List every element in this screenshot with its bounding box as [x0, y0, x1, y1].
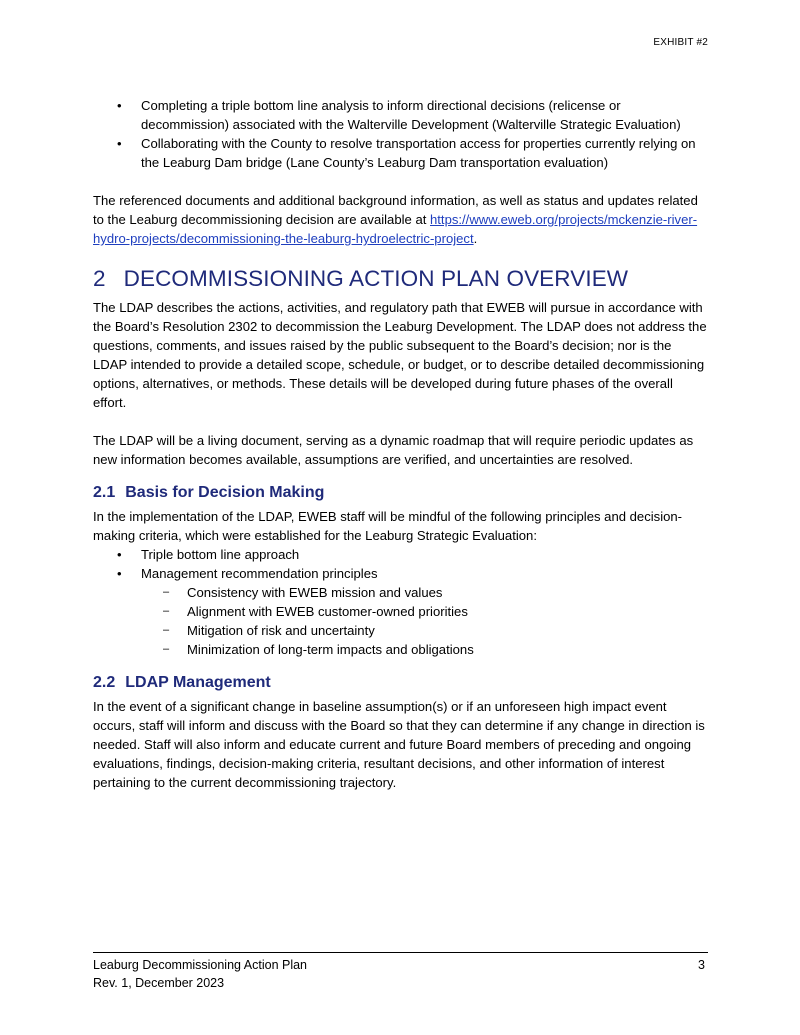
list-item: • Triple bottom line approach — [141, 545, 708, 564]
section-number: 2.2 — [93, 674, 116, 691]
list-item: – Minimization of long-term impacts and obligations — [187, 640, 708, 659]
page-number: 3 — [698, 958, 705, 972]
sub-principles-list — [141, 583, 708, 659]
footer-revision: Rev. 1, December 2023 — [93, 976, 225, 990]
section-2-paragraph-1: The LDAP describes the actions, activities, and regulatory path that EWEB will pursue in accordance with the Board’s Resolution 2302 to decommission the Leaburg Development. The LDAP does not address the questions, comments, and issues raised by the public subsequent to the Board’s decision; nor is the LDAP intended to provide a detailed scope, schedule, or budget, or to describe detailed decommissioning options, alternatives, or methods. These details will be developed during future phases of the overall effort. — [93, 300, 707, 410]
section-2-1-paragraph: In the implementation of the LDAP, EWEB staff will be mindful of the following principles and decision-making criteria, which were established for the Leaburg Strategic Evaluation: — [93, 509, 683, 543]
list-item — [141, 564, 708, 659]
section-number: 2.1 — [93, 484, 116, 501]
list-item: • Completing a triple bottom line analysis to inform directional decisions (relicense or decommission) associated with the Walterville Development (Walterville Strategic Evaluation) — [141, 96, 708, 134]
references-paragraph — [93, 191, 708, 248]
footer-document-title: Leaburg Decommissioning Action Plan — [93, 958, 308, 972]
list-item: – Consistency with EWEB mission and values — [187, 583, 708, 602]
list-item: – Mitigation of risk and uncertainty — [187, 621, 708, 640]
references-text: The referenced documents and additional background information, as well as status and updates related to the Leaburg decommissioning decision are available at — [93, 193, 698, 227]
principles-list — [93, 545, 708, 659]
list-item: • Collaborating with the County to resolve transportation access for properties currently relying on the Leaburg Dam bridge (Lane County’s Leaburg Dam transportation evaluation) — [141, 134, 708, 172]
eweb-project-link[interactable]: https://www.eweb.org/projects/mckenzie-river-hydro-projects/decommissioning-the-leaburg-hydroelectric-project — [93, 212, 698, 246]
section-title: Basis for Decision Making — [125, 484, 325, 501]
section-2-1-heading — [93, 483, 708, 503]
section-2-heading — [93, 266, 708, 292]
exhibit-label: EXHIBIT #2 — [653, 37, 708, 48]
section-2-paragraph-2: The LDAP will be a living document, serving as a dynamic roadmap that will require periodic updates as new information becomes available, assumptions are verified, and uncertainties are resolved. — [93, 433, 694, 467]
list-item: – Alignment with EWEB customer-owned priorities — [187, 602, 708, 621]
page-body — [93, 96, 708, 792]
section-title: DECOMMISSIONING ACTION PLAN OVERVIEW — [123, 266, 629, 291]
intro-bullet-list — [93, 96, 708, 172]
references-end: . — [473, 231, 478, 246]
section-title: LDAP Management — [125, 674, 271, 691]
page-footer — [93, 952, 708, 992]
section-2-2-paragraph: In the event of a significant change in baseline assumption(s) or if an unforeseen high impact event occurs, staff will inform and discuss with the Board so that they can determine if any change in direction is needed. Staff will also inform and educate current and future Board members of preceding and ongoing evaluations, findings, decision-making criteria, resultant decisions, and other information of interest pertaining to the current decommissioning trajectory. — [93, 699, 705, 790]
section-2-2-heading — [93, 673, 708, 693]
section-number: 2 — [93, 266, 106, 291]
list-item-label: Management recommendation principles — [141, 566, 378, 581]
